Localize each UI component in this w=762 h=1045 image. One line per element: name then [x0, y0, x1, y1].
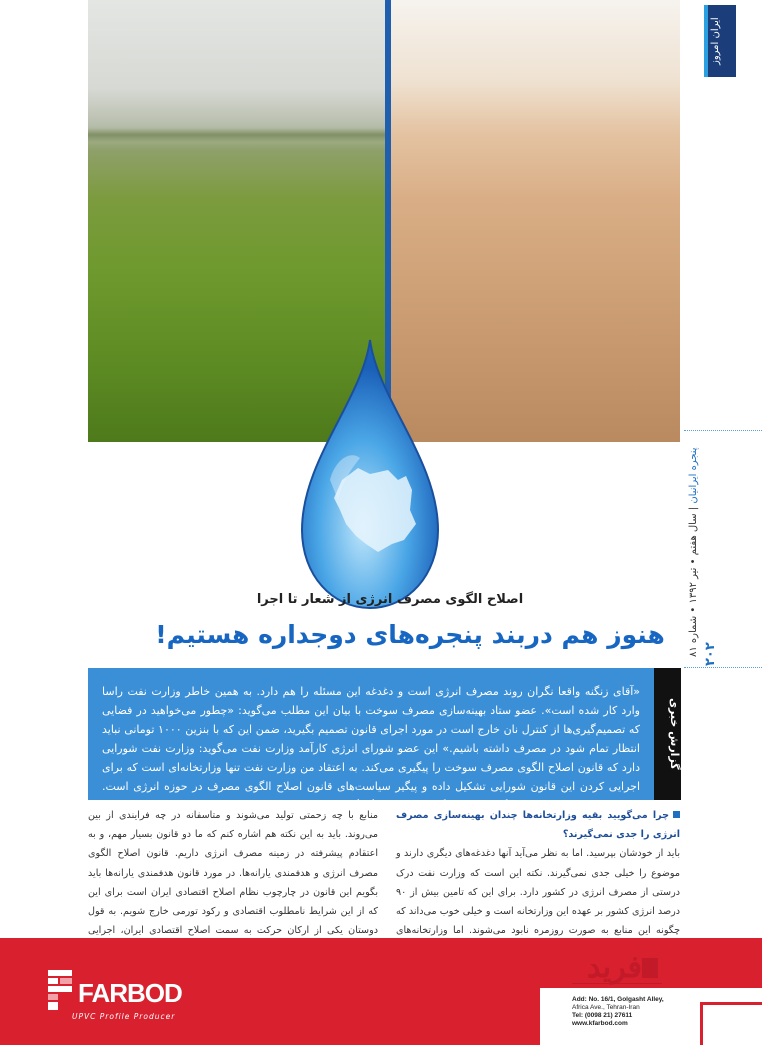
article-title: هنوز هم دربند پنجره‌های دوجداره هستیم! [155, 620, 665, 649]
footer-corner-frame [700, 1002, 762, 1045]
interview-question: چرا می‌گویید بقیه وزارتخانه‌ها چندان بهینه‌سازی مصرف انرژی را جدی نمی‌گیرند؟ [396, 810, 680, 841]
section-tab-label: ایران امروز [710, 17, 721, 65]
lead-text: «آقای زنگنه واقعا نگران روند مصرف انرژی است و دغدغه این مسئله را هم دارد. به همین خاطر وزارت نفت راسا وارد کار شده است». عضو ستاد بهینه‌سازی مصرف سوخت با بیان این مطلب می‌گوید: «چطور می‌خواهید در فضایی که تصمیم‌گیری‌ها از کنترل نان خارج است در مورد اجرای قانون تصمیم بگیرید، ضمن این که با بنزین ۱۰۰۰ تومانی نباید انتظار تمام شود در مصرف داشته باشیم.» این عضو شورای انرژی کارآمد وزارت نفت می‌گوید: وزارت نفت شورایی دارد که قانون اصلاح الگوی مصرف سوخت را پیگیری می‌کند. به اعتقاد من وزارت نفت تنها وزارتخانه‌ای است که برای اجرایی کردن این قانون شورایی تشکیل داده و پیگیر سیاست‌های قانون اصلاح الگوی مصرف در حوزه انرژی است. متاسفانه سایر وزارتخانه‌ها درگیر این امر پیگیری نکرده‌اند. گفتگوی ما را با مجید عمید پور در ادامه می‌خوانید. [102, 685, 641, 812]
water-drop-icon [300, 340, 440, 610]
article-kicker: اصلاح الگوی مصرف انرژی از شعار تا اجرا [256, 592, 524, 607]
lead-box [88, 668, 654, 812]
company-address [572, 996, 664, 1028]
farbod-logo-icon [48, 970, 72, 1010]
horizon-line [88, 128, 388, 142]
interview-answer: باید از خودشان بپرسید. اما به نظر می‌آید آنها دغدغه‌های دیگری دارند و موضوع را خیلی جدی نمی‌گیرند. نکته این است که وزارت نفت درک درستی از مصرف انرژی در کشور دارد. برای این که تامین بیش از ۹۰ درصد انرژی کشور بر عهده این وزارتخانه است و خیلی خوب می‌داند که چگونه این منابع به صورت روزمره نابود می‌شوند. اما وزارتخانه‌های [396, 848, 680, 937]
issue-label: شماره ۸۱ [688, 615, 699, 657]
farid-underline [572, 983, 662, 988]
phone-number: Tel: (0098 21) 27611 [572, 1012, 633, 1019]
interview-answer-continued: منابع با چه زحمتی تولید می‌شوند و متاسفانه در چه فرایندی از بین می‌روند. باید به این نکته هم اشاره کنم که ما دو قانون بسیار مهم، و به اعتقادم پیشرفته در زمینه مصرف انرژی داریم. قانون اصلاح الگوی مصرف انرژی و هدفمندی یارانه‌ها. در مورد قانون هدفمندی یارانه‌ها باید بگویم این قانون در چارچوب نظام اصلاح اقتصادی ایران است برای این که از این شرایط نامطلوب اقتصادی و رکود تورمی خارج شویم. به قول دوستان یکی از ارکان حرکت به سمت اصلاح اقتصادی ایران، اجرایی [88, 810, 378, 937]
page-number: ۲۰۲ [703, 642, 718, 666]
margin-divider-lower [684, 667, 762, 669]
farid-logo: فرید [587, 950, 642, 985]
question-bullet-icon [673, 811, 680, 818]
section-tab [704, 5, 736, 77]
year-label: سال هفتم [688, 513, 699, 556]
farbod-logo: FARBOD [78, 978, 182, 1008]
report-type-label: گزارش خبری [668, 698, 681, 770]
body-column-left [88, 806, 378, 938]
magazine-name: پنجره ایرانیان [688, 447, 699, 504]
month-label: تیر ۱۳۹۲ [688, 567, 699, 604]
margin-divider [684, 430, 762, 432]
body-column-right [396, 806, 680, 938]
report-type-tab [654, 668, 681, 800]
address-line-1: Add: No. 16/1, Golgasht Alley, [572, 996, 664, 1003]
address-line-2: Africa Ave., Tehran-Iran [572, 1004, 640, 1011]
issue-info: پنجره ایرانیان | سال هفتم • تیر ۱۳۹۲ • شماره ۸۱ [688, 447, 699, 657]
website-link[interactable]: www.kfarbod.com [572, 1020, 628, 1027]
farbod-tagline: UPVC Profile Producer [72, 1012, 176, 1021]
farid-logo-icon [642, 958, 658, 978]
